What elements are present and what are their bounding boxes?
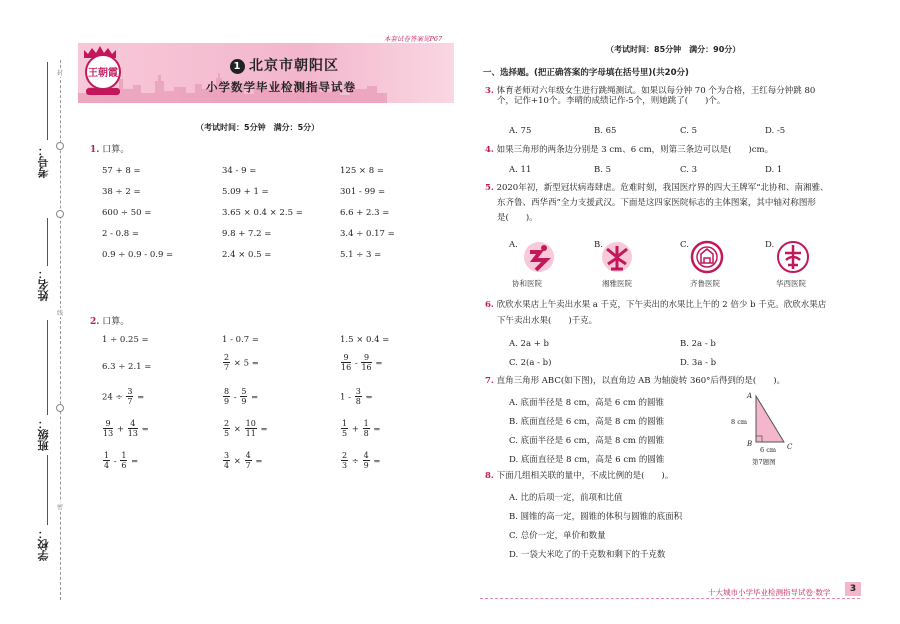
student-name-label: 姓名：: [37, 268, 50, 301]
fraction: $\frac{4}{9}$: [363, 451, 369, 470]
binding-hole: [56, 142, 64, 150]
fraction-calc-item[interactable]: $\frac{2}{5}$ × $\frac{10}{11}$ =: [224, 419, 268, 438]
fraction: $\frac{5}{9}$: [241, 387, 247, 406]
fraction: $\frac{2}{7}$: [224, 353, 230, 372]
seal-mark: 线: [56, 310, 63, 317]
left-exam-info: （考试时间：5分钟 满分：5分）: [196, 123, 320, 132]
fraction: $\frac{2}{3}$: [342, 451, 348, 470]
vertex-b-label: B: [747, 440, 753, 448]
question-8: 8. 下面几组相关联的量中，不成比例的是( )。: [485, 471, 674, 481]
q7-option-a[interactable]: A. 底面半径是 8 cm，高是 6 cm 的圆锥: [509, 398, 665, 408]
paper-number-badge: 1: [230, 59, 245, 74]
fraction-calc-item[interactable]: 24 ÷ $\frac{3}{7}$ =: [102, 387, 145, 406]
fraction: $\frac{1}{6}$: [121, 451, 127, 470]
fraction: $\frac{1}{8}$: [363, 419, 369, 438]
peking-union-hospital-logo-icon[interactable]: [522, 240, 556, 274]
oral-calc-item[interactable]: 3.65 × 0.4 × 2.5 =: [222, 208, 303, 218]
section-title: 一、选择题。(把正确答案的字母填在括号里)(共20分): [483, 68, 689, 78]
hospital-caption: 协和医院: [512, 279, 542, 288]
seal-mark: 封: [56, 70, 63, 77]
fraction: $\frac{3}{4}$: [224, 451, 230, 470]
fraction-calc-item[interactable]: $\frac{2}{7}$ × 5 =: [224, 353, 259, 372]
oral-calc-item[interactable]: 6.6 + 2.3 =: [340, 208, 390, 218]
vertex-c-label: C: [787, 443, 793, 451]
class-label: 班级：: [37, 418, 50, 451]
question-1-heading: 1. 口算。: [90, 145, 130, 155]
question-4: 4. 如果三角形的两条边分别是 3 cm、6 cm，则第三条边可以是( )cm。: [485, 145, 774, 155]
oral-calc-item[interactable]: 1 ÷ 0.25 =: [102, 335, 149, 345]
fraction-calc-item[interactable]: $\frac{1}{4}$ - $\frac{1}{6}$ =: [104, 451, 139, 470]
paper-title-text: 北京市朝阳区: [249, 58, 339, 74]
oral-calc-item[interactable]: 1.5 × 0.4 =: [340, 335, 390, 345]
q5-option-a-letter[interactable]: A.: [509, 240, 518, 250]
fraction: $\frac{4}{7}$: [245, 451, 251, 470]
oral-calc-item[interactable]: 301 - 99 =: [340, 187, 386, 197]
q6-option-a[interactable]: A. 2a + b: [509, 339, 549, 349]
right-exam-info: （考试时间：85分钟 满分：90分）: [606, 45, 741, 54]
fraction: $\frac{9}{13}$: [103, 419, 114, 438]
footer-divider: [480, 598, 860, 599]
oral-calc-item[interactable]: 5.1 ÷ 3 =: [340, 250, 382, 260]
oral-calc-item[interactable]: 3.4 ÷ 0.17 =: [340, 229, 395, 239]
q3-option-a[interactable]: A. 75: [509, 126, 532, 136]
binding-hole: [56, 210, 64, 218]
answer-reference-note: 本套试卷答案见P67: [384, 35, 443, 43]
oral-calc-item[interactable]: 0.9 ÷ 0.9 - 0.9 =: [102, 250, 174, 260]
q4-option-a[interactable]: A. 11: [509, 165, 532, 175]
fraction: $\frac{10}{11}$: [245, 419, 256, 438]
q8-option-a[interactable]: A. 比的后项一定，前项和比值: [509, 493, 623, 503]
svg-text:王朝霞: 王朝霞: [88, 68, 118, 79]
exam-number-line[interactable]: [47, 62, 48, 140]
q6-option-b[interactable]: B. 2a - b: [680, 339, 716, 349]
paper-subtitle: 小学数学毕业检测指导试卷: [206, 80, 356, 94]
vertex-a-label: A: [747, 392, 753, 400]
q4-option-d[interactable]: D. 1: [765, 165, 783, 175]
q3-option-b[interactable]: B. 65: [594, 126, 617, 136]
exam-number-label: 考号：: [37, 145, 50, 178]
q7-option-d[interactable]: D. 底面直径是 8 cm，高是 6 cm 的圆锥: [509, 455, 665, 465]
fraction: $\frac{1}{5}$: [342, 419, 348, 438]
q5-option-b-letter[interactable]: B.: [594, 240, 603, 250]
fraction: $\frac{3}{8}$: [355, 387, 361, 406]
student-name-line[interactable]: [47, 218, 48, 266]
oral-calc-item[interactable]: 5.09 + 1 =: [222, 187, 269, 197]
q4-option-c[interactable]: C. 3: [680, 165, 698, 175]
oral-calc-item[interactable]: 9.8 + 7.2 =: [222, 229, 272, 239]
hospital-caption: 齐鲁医院: [690, 279, 720, 288]
fraction: $\frac{1}{4}$: [104, 451, 110, 470]
question-7: 7. 直角三角形 ABC(如下图)，以直角边 AB 为轴旋转 360°后得到的是( )。: [485, 376, 786, 386]
oral-calc-item[interactable]: 600 ÷ 50 =: [102, 208, 152, 218]
fraction-calc-item[interactable]: 1 - $\frac{3}{8}$ =: [340, 387, 373, 406]
question-3: 3. 体育老师对六年级女生进行跳绳测试。如果以每分钟 70 个为合格，王红每分钟跳 80 个，记作+10个。李晴的成绩记作-5个，则她跳了( )个。: [485, 86, 816, 106]
school-line[interactable]: [47, 455, 48, 525]
oral-calc-item[interactable]: 1 - 0.7 =: [222, 335, 260, 345]
brand-logo: [80, 44, 126, 98]
oral-calc-item[interactable]: 34 - 9 =: [222, 166, 257, 176]
q7-option-c[interactable]: C. 底面半径是 6 cm，高是 8 cm 的圆锥: [509, 436, 665, 446]
oral-calc-item[interactable]: 2.4 × 0.5 =: [222, 250, 272, 260]
fraction-calc-item[interactable]: $\frac{8}{9}$ - $\frac{5}{9}$ =: [224, 387, 259, 406]
q3-option-d[interactable]: D. -5: [765, 126, 786, 136]
fraction-calc-item[interactable]: $\frac{2}{3}$ ÷ $\frac{4}{9}$ =: [342, 451, 381, 470]
fraction-calc-item[interactable]: $\frac{1}{5}$ + $\frac{1}{8}$ =: [342, 419, 381, 438]
q4-option-b[interactable]: B. 5: [594, 165, 612, 175]
qilu-hospital-logo-icon[interactable]: [690, 240, 724, 274]
paper-title: [230, 55, 339, 75]
q5-option-d-letter[interactable]: D.: [765, 240, 775, 250]
binding-dashed-line: [60, 60, 61, 600]
q7-option-b[interactable]: B. 底面直径是 6 cm，高是 8 cm 的圆锥: [509, 417, 665, 427]
q3-option-c[interactable]: C. 5: [680, 126, 698, 136]
oral-calc-item[interactable]: 2 - 0.8 =: [102, 229, 140, 239]
series-footer: 十大城市小学毕业检测指导试卷·数学: [708, 588, 831, 597]
oral-calc-item[interactable]: 57 + 8 =: [102, 166, 141, 176]
fraction: $\frac{4}{13}$: [127, 419, 138, 438]
fraction: $\frac{3}{7}$: [127, 387, 133, 406]
q5-option-c-letter[interactable]: C.: [680, 240, 689, 250]
fraction: $\frac{9}{16}$: [341, 353, 352, 372]
fraction: $\frac{2}{5}$: [224, 419, 230, 438]
xiangya-hospital-logo-icon[interactable]: [600, 240, 634, 274]
q6-option-d[interactable]: D. 3a - b: [680, 358, 717, 368]
question-5: 5. 2020年初，新型冠状病毒肆虐。危难时刻，我国医疗界的四大王牌军“北协和、南湘雅、 东齐鲁、西华西”全力支援武汉。下面是这四家医院标志的主体图案，其中轴对称图形 是( )。: [485, 183, 829, 223]
class-line[interactable]: [47, 320, 48, 415]
seal-mark: 密: [56, 504, 63, 511]
q8-option-b[interactable]: B. 圆锥的高一定，圆锥的体积与圆锥的底面积: [509, 512, 683, 522]
page-number: 3: [845, 582, 861, 596]
fraction-calc-item[interactable]: $\frac{9}{16}$ - $\frac{9}{16}$ =: [341, 353, 383, 372]
fraction: $\frac{8}{9}$: [224, 387, 230, 406]
fraction: $\frac{9}{16}$: [361, 353, 372, 372]
fraction-calc-item[interactable]: $\frac{3}{4}$ × $\frac{4}{7}$ =: [224, 451, 263, 470]
q8-option-c[interactable]: C. 总价一定，单价和数量: [509, 531, 606, 541]
fraction-calc-item[interactable]: $\frac{9}{13}$ + $\frac{4}{13}$ =: [103, 419, 149, 438]
school-label: 学校：: [37, 528, 50, 561]
figure-caption: 第7题图: [752, 458, 776, 466]
oral-calc-item[interactable]: 6.3 ÷ 2.1 =: [102, 362, 152, 372]
hospital-caption: 湘雅医院: [602, 279, 632, 288]
question-2-heading: 2. 口算。: [90, 317, 130, 327]
binding-hole: [56, 404, 64, 412]
oral-calc-item[interactable]: 125 × 8 =: [340, 166, 384, 176]
oral-calc-item[interactable]: 38 ÷ 2 =: [102, 187, 141, 197]
side-ab-length: 8 cm: [731, 418, 748, 426]
side-bc-length: 6 cm: [760, 446, 777, 454]
q8-option-d[interactable]: D. 一袋大米吃了的千克数和剩下的千克数: [509, 550, 666, 560]
hospital-caption: 华西医院: [776, 279, 806, 288]
q6-option-c[interactable]: C. 2(a - b): [509, 358, 552, 368]
west-china-hospital-logo-icon[interactable]: [776, 240, 810, 274]
question-6: 6. 欣欣水果店上午卖出水果 a 千克，下午卖出的水果比上午的 2 倍少 b 千克。欣欣水果店 下午卖出水果( )千克。: [485, 300, 827, 326]
